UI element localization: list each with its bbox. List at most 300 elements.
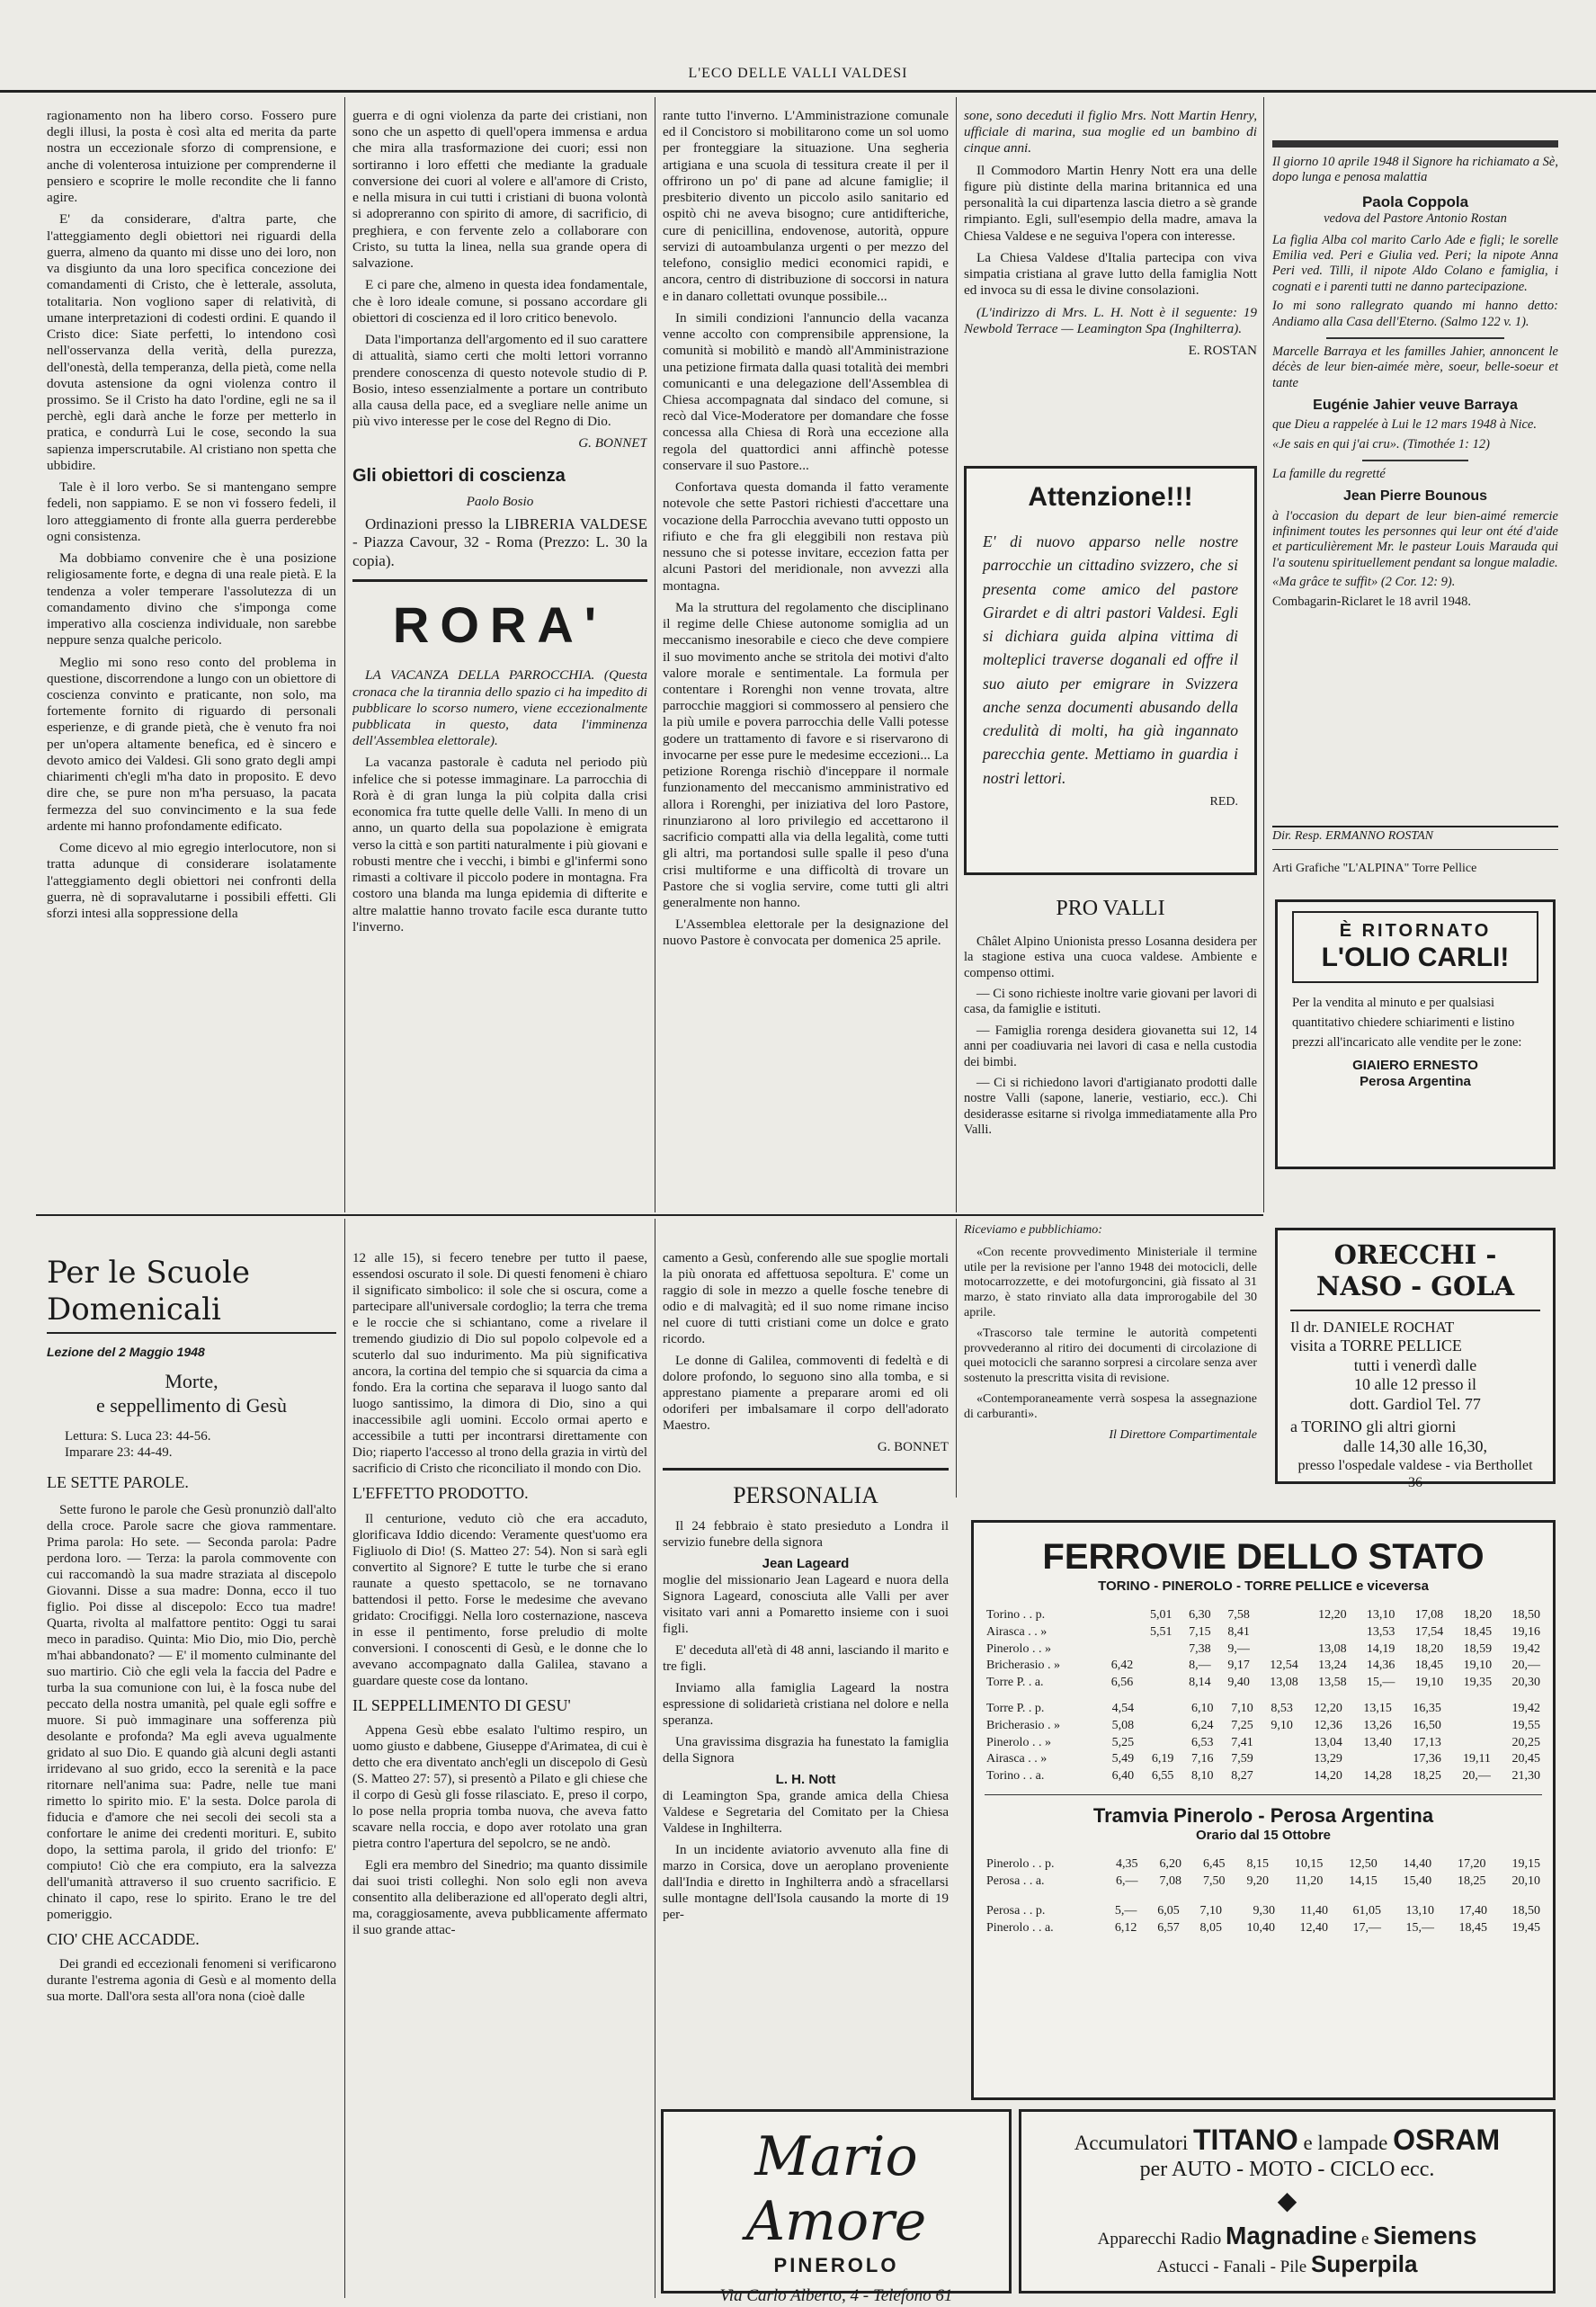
orl-ad bbox=[1275, 1228, 1556, 1490]
ferrovie-title: FERROVIE DELLO STATO bbox=[1042, 1537, 1485, 1577]
departure-time: 21,30 bbox=[1511, 1769, 1540, 1784]
departure-time: 5,01 bbox=[1149, 1608, 1172, 1622]
departure-time: 17,08 bbox=[1414, 1608, 1444, 1622]
departure-time: 20,45 bbox=[1511, 1752, 1540, 1766]
departure-time: 16,35 bbox=[1413, 1701, 1441, 1715]
necro-sub: vedova del Pastore Antonio Rostan bbox=[1324, 211, 1507, 227]
attenzione-sign: RED. bbox=[1209, 794, 1238, 809]
attenzione-title: Attenzione!!! bbox=[1028, 482, 1193, 512]
signature: G. BONNET bbox=[877, 1440, 949, 1454]
timetable-3 bbox=[985, 1856, 1542, 1891]
personalia-name: L. H. Nott bbox=[775, 1772, 836, 1788]
printer: Arti Grafiche "L'ALPINA" Torre Pellice bbox=[1272, 862, 1477, 875]
departure-time: 8,10 bbox=[1191, 1769, 1214, 1784]
station-name: Pinerolo . . a. bbox=[986, 1920, 1054, 1935]
article-col1 bbox=[47, 108, 336, 1210]
paragraph: «Trascorso tale termine le autorità competenti provvederanno al ritiro dei documenti di circolazione di quei motocicli che saranno sorpresi a circolare senza aver sostenuto la prescritta visita di revisione. bbox=[964, 1326, 1257, 1386]
departure-time: 5,08 bbox=[1111, 1718, 1135, 1732]
paragraph: «Contemporaneamente verrà sospesa la assegnazione di carburanti». bbox=[964, 1391, 1257, 1421]
paragraph: Il Commodoro Martin Henry Nott era una delle figure più distinte della marina britannica ed una personalità la cui dipartenza lascia dietro a sè grande rimpianto. Egli, sull'esempio della madre, amava la Chiesa Valdese e ne seguiva l'opera con interesse. bbox=[964, 162, 1257, 244]
titano-ad bbox=[1019, 2109, 1556, 2294]
reading: Lettura: S. Luca 23: 44-56. bbox=[65, 1429, 211, 1444]
departure-time: 19,11 bbox=[1462, 1752, 1491, 1766]
rora-title: RORA' bbox=[392, 596, 608, 654]
departure-time bbox=[1252, 1641, 1300, 1659]
departure-time: 8,41 bbox=[1227, 1624, 1250, 1639]
departure-time: 12,40 bbox=[1299, 1920, 1328, 1935]
timetable-4 bbox=[985, 1903, 1542, 1937]
departure-time bbox=[1443, 1718, 1493, 1735]
necro-text: La famille du regretté bbox=[1272, 467, 1386, 482]
departure-time: 20,25 bbox=[1511, 1735, 1540, 1749]
departure-time: 6,05 bbox=[1157, 1903, 1180, 1918]
riceviamo bbox=[964, 1223, 1257, 1493]
timetable-row bbox=[985, 1658, 1542, 1675]
departure-time: 6,53 bbox=[1191, 1735, 1214, 1749]
departure-time: 17,54 bbox=[1414, 1624, 1444, 1639]
paragraph: Le donne di Galilea, commoventi di fedeltà e di dolore profondo, lo seguono sino alla tomba, e si apprestano piamente a preparare aromi ed oli odoriferi per imbalsamare il corpo dell'adorato Maestro. bbox=[663, 1354, 949, 1433]
provalli-title: PRO VALLI bbox=[1056, 897, 1165, 920]
paragraph: Dei grandi ed eccezionali fenomeni si verificarono durante l'estrema agonia di Gesù e al momento della sua morte. Dall'ora sesta all'ora nona (cioè dalle bbox=[47, 1957, 336, 2005]
departure-time: 5,25 bbox=[1111, 1735, 1135, 1749]
departure-time: 7,58 bbox=[1227, 1608, 1250, 1622]
departure-time: 19,16 bbox=[1511, 1624, 1540, 1639]
signature: Il Direttore Compartimentale bbox=[1109, 1427, 1257, 1442]
departure-time bbox=[1344, 1751, 1394, 1768]
departure-time: 13,26 bbox=[1363, 1718, 1392, 1732]
station-name: Perosa . . p. bbox=[986, 1903, 1046, 1918]
departure-time: 10,40 bbox=[1246, 1920, 1276, 1935]
magnadine-brand: Magnadine bbox=[1226, 2221, 1358, 2249]
departure-time: 6,40 bbox=[1111, 1769, 1135, 1784]
departure-time: 7,41 bbox=[1231, 1735, 1253, 1749]
lesson-title: e seppellimento di Gesù bbox=[95, 1393, 287, 1417]
departure-time: 12,54 bbox=[1270, 1659, 1298, 1673]
departure-time: 13,10 bbox=[1366, 1608, 1395, 1622]
departure-time: 15,— bbox=[1405, 1920, 1434, 1935]
titano-text: e bbox=[1361, 2229, 1369, 2249]
departure-time: 13,08 bbox=[1270, 1676, 1298, 1690]
personalia-name: Jean Lageard bbox=[762, 1556, 850, 1572]
necro-text: La figlia Alba col marito Carlo Ade e figli; le sorelle Emilia ved. Peri e Giulia ved. Peri; la nipote Anna Peri ved. Tilli, il nipote Aldo Colano e famiglia, i cognati e i parenti tutti ne danno partecipazione. bbox=[1272, 232, 1558, 294]
book-title: Gli obiettori di coscienza bbox=[352, 465, 566, 486]
departure-time: 13,53 bbox=[1366, 1624, 1395, 1639]
paragraph: In un incidente aviatorio avvenuto alla fine di marzo in Corsica, dove un aeroplano proveniente dall'India e diretto in Inghilterra andò a sfracellarsi sulle montagne dell'Isola causando la morte di 19 per- bbox=[663, 1843, 949, 1923]
orl-line: presso l'ospedale valdese - via Berthollet 36 bbox=[1297, 1457, 1533, 1490]
ferrovie-timetable bbox=[971, 1520, 1556, 2100]
ferrovie-sub: TORINO - PINEROLO - TORRE PELLICE e viceversa bbox=[1098, 1578, 1429, 1594]
departure-time: 18,50 bbox=[1511, 1903, 1540, 1918]
timetable-row bbox=[985, 1903, 1542, 1920]
paragraph: Confortava questa domanda il fatto veramente notevole che sette Pastori richiesti d'accettare una vocazione della Parrocchia avevano tutti opposto un rifiuto e che fra gli eleggibili non restava più nessuno che si potesse invitare, eccezion fatta per alcuni Pastori del meridionale, non avvezzi alla montagna. bbox=[663, 479, 949, 594]
paragraph: Come dicevo al mio egregio interlocutore, non si tratta adunque di considerare isolatamente l'atteggiamento degli obiettori nei confronti della guerra, nè di sopravalutarne i possibili effetti. Gli sforzi intesi alla soppressione della bbox=[47, 840, 336, 922]
departure-time: 19,55 bbox=[1511, 1718, 1540, 1732]
departure-time: 9,10 bbox=[1271, 1718, 1293, 1732]
tram-title: Tramvia Pinerolo - Perosa Argentina bbox=[1092, 1803, 1434, 1827]
departure-time: 17,13 bbox=[1413, 1735, 1441, 1749]
paragraph: camento a Gesù, conferendo alle sue spoglie mortali la più onorata ed affettuosa sepoltura. E' come un raggio di sole in mezzo a quelle fosche tenebre di odio e di malvagità; ed il suo nome rimane inciso nel cuore di tutti cristiani come un dolce e grato ricordo. bbox=[663, 1251, 949, 1346]
departure-time bbox=[1096, 1624, 1135, 1641]
timetable-row bbox=[985, 1701, 1542, 1718]
attenzione-body: E' di nuovo apparso nelle nostre parrocchie un cittadino svizzero, che si presenta come amico del pastore Girardet e di altri pastori Valdesi. Egli si dichiara guida alpina vittima di molteplici traverse doganali ed offre il suo aiuto per emigrare in Svizzera anche senza documenti abusando della credulità di molti, ha già ingannato parecchia gente. Mettiamo in guardia i nostri lettori. bbox=[983, 532, 1238, 787]
departure-time: 17,36 bbox=[1413, 1752, 1441, 1766]
departure-time: 6,55 bbox=[1151, 1769, 1174, 1784]
timetable-row bbox=[985, 1641, 1542, 1659]
lesson-title: Morte, bbox=[165, 1370, 218, 1393]
departure-time bbox=[1135, 1658, 1173, 1675]
amore-ad bbox=[661, 2109, 1012, 2306]
departure-time: 8,— bbox=[1189, 1659, 1211, 1673]
carli-body: Per la vendita al minuto e per qualsiasi quantitativo chiedere schiarimenti e listino prezzi all'incaricato alle vendite per le zone: bbox=[1292, 996, 1522, 1050]
departure-time bbox=[1252, 1624, 1300, 1641]
departure-time: 20,— bbox=[1462, 1769, 1491, 1784]
orl-line: Il dr. DANIELE ROCHAT bbox=[1290, 1318, 1455, 1336]
departure-time bbox=[1136, 1735, 1175, 1752]
scuole-col2 bbox=[352, 1250, 647, 2303]
paragraph: «Con recente provvedimento Ministeriale il termine utile per la revisione per l'anno 1948 dei motocicli, delle motocarrozzette, e dei motofurgoncini, già fissato al 31 marzo, è stato rinviato alla data improrogabile del 30 aprile. bbox=[964, 1245, 1257, 1319]
departure-time bbox=[1255, 1751, 1295, 1768]
carli-ad bbox=[1275, 899, 1556, 1169]
osram-brand: OSRAM bbox=[1393, 2124, 1501, 2156]
paragraph: Appena Gesù ebbe esalato l'ultimo respiro, un uomo giusto e dabbene, Giuseppe d'Arimatea, di cui è detto che era diventato anch'egli un discepolo di Gesù (S. Matteo 27: 57), si presentò a Pilato e gli chiese che il corpo di Gesù gli fosse rilasciato. E, preso il corpo, lo pose nella propria tomba nuova, che aveva fatto scavare nella roccia, e dopo aver rotolato una gran pietra contro l'apertura del sepolcro, se ne andò. bbox=[352, 1723, 647, 1852]
departure-time: 15,40 bbox=[1403, 1874, 1432, 1889]
departure-time: 13,04 bbox=[1314, 1735, 1342, 1749]
station-name: Pinerolo . . » bbox=[986, 1641, 1051, 1656]
paragraph: E ci pare che, almeno in questa idea fondamentale, che è loro ideale comune, si possano accordare gli obiettori di coscienza ed il loro critico benevolo. bbox=[352, 277, 647, 326]
riceviamo-head: Riceviamo e pubblichiamo: bbox=[964, 1223, 1102, 1237]
departure-time: 19,45 bbox=[1511, 1920, 1540, 1935]
necro-name: Jean Pierre Bounous bbox=[1342, 488, 1488, 505]
orl-line: dalle 14,30 alle 16,30, bbox=[1343, 1436, 1487, 1455]
departure-time: 19,10 bbox=[1414, 1676, 1444, 1690]
necrology bbox=[1272, 135, 1558, 814]
departure-time: 14,28 bbox=[1363, 1769, 1392, 1784]
paragraph: Châlet Alpino Unionista presso Losanna desidera per la stagione estiva una cuoca valdese. Ambiente e compenso ottimi. bbox=[964, 934, 1257, 980]
timetable-row bbox=[985, 1675, 1542, 1692]
departure-time: 12,50 bbox=[1349, 1857, 1378, 1872]
departure-time: 6,56 bbox=[1110, 1676, 1134, 1690]
rora-intro: LA VACANZA DELLA PARROCCHIA. (Questa cronaca che la tirannia dello spazio ci ha impedito di pubblicare lo scorso numero, viene eccezionalmente pubblicata in questo, data l'imminenza dell'Assemblea elettorale). bbox=[352, 667, 647, 749]
departure-time bbox=[1135, 1641, 1173, 1659]
paragraph: Meglio mi sono reso conto del problema in questione, discorrendone a lungo con un obiettore di coscienza convinto e praticante, non solo, ma fortemente fornito di riguardo di personali esperienze, e di grande pietà, che è venuto fra noi per un'opera altamente benefica, ed è sincero e devoto amico dei Valdesi. Gli sono grato degli ampi chiarimenti ch'egli m'ha dato in proposito. E devo dire che, se pure non m'ha persuaso, la pacata fermezza del suo convincimento e la sua fede ardente mi hanno profondamente edificato. bbox=[47, 654, 336, 834]
departure-time bbox=[1443, 1735, 1493, 1752]
paragraph: rante tutto l'inverno. L'Amministrazione comunale ed il Concistoro si mobilitarono come un sol uomo per fronteggiare la situazione. Una segheria artigiana e una scuola di tessitura create il per il offrirono un po' di pane ad alcune famiglie; il presbiterio divento un piccolo asilo sanitario ed ospitò chi ne aveva bisogno; cure antidifteriche, cure di penicillina, endovenose, autorità, oppure servizi di autoambulanza urgenti o per mezzo del telefono, consiglio medici economici rapidi, e ancora, centro di distribuzione di soccorsi in natura e in danaro collettati ovunque possibile... bbox=[663, 108, 949, 304]
siemens-brand: Siemens bbox=[1373, 2221, 1477, 2249]
orl-line: a TORINO gli altri giorni bbox=[1290, 1417, 1457, 1436]
departure-time: 20,— bbox=[1511, 1659, 1540, 1673]
personalia-title: PERSONALIA bbox=[733, 1482, 878, 1508]
departure-time: 12,20 bbox=[1314, 1701, 1342, 1715]
paragraph: Il centurione, veduto ciò che era accaduto, glorificava Iddio dicendo: Veramente quest'uomo era Figliuolo di Dio! (S. Matteo 27: 54). Non si sarà egli convertito al Signore? E tutte le turbe che si erano raunate a questo spettacolo, se ne tornavano battendosi il petto. Forse le medesime che avevano gridato: Crocifiggi. Nella loro costernazione, nasceva in esse il pentimento, forse preludio di molte conversioni. I conoscenti di Gesù, e le donne che lo avevano accompagnato dalla Galilea, stavano a guardare queste cose da lontano. bbox=[352, 1511, 647, 1688]
departure-time bbox=[1255, 1768, 1295, 1785]
paragraph: sone, sono deceduti il figlio Mrs. Nott Martin Henry, ufficiale di marina, sua moglie ed un bambino di cinque anni. bbox=[964, 108, 1257, 156]
orl-line: visita a TORRE PELLICE bbox=[1290, 1336, 1462, 1355]
departure-time: 13,08 bbox=[1318, 1641, 1347, 1656]
paragraph: Ma dobbiamo convenire che è una posizione religiosamente forte, e degna di una reale pietà. E la tendenza a voler temperare l'assolutezza di un comandamento divino che s'imponga come imperativo alla coscienza individuale, non sarebbe neppure senza qualche pericolo. bbox=[47, 550, 336, 648]
departure-time: 15,— bbox=[1366, 1676, 1395, 1690]
paragraph: Il 24 febbraio è stato presieduto a Londra il servizio funebre della signora bbox=[663, 1519, 949, 1551]
departure-time: 8,53 bbox=[1271, 1701, 1293, 1715]
departure-time bbox=[1096, 1641, 1135, 1659]
tram-sub: Orario dal 15 Ottobre bbox=[1195, 1828, 1332, 1844]
necro-name: Paola Coppola bbox=[1361, 192, 1469, 210]
titano-text: Astucci - Fanali - Pile bbox=[1156, 2258, 1307, 2277]
departure-time: 12,36 bbox=[1314, 1718, 1342, 1732]
subhead: IL SEPPELLIMENTO DI GESU' bbox=[352, 1695, 571, 1714]
station-name: Pinerolo . . » bbox=[986, 1735, 1051, 1749]
departure-time: 6,20 bbox=[1159, 1857, 1181, 1872]
station-name: Bricherasio . » bbox=[986, 1659, 1061, 1673]
paragraph: — Famiglia rorenga desidera giovanetta sui 12, 14 anni per coadiuvaria nei lavori di casa e nella custodia dei bimbi. bbox=[964, 1023, 1257, 1069]
director: Dir. Resp. ERMANNO ROSTAN bbox=[1272, 826, 1558, 850]
departure-time: 8,15 bbox=[1246, 1857, 1269, 1872]
departure-time: 5,51 bbox=[1149, 1624, 1172, 1639]
departure-time: 14,19 bbox=[1366, 1641, 1395, 1656]
paragraph: — Ci sono richieste inoltre varie giovani per lavori di casa, da famiglie e istituti. bbox=[964, 986, 1257, 1017]
departure-time: 7,38 bbox=[1189, 1641, 1211, 1656]
necro-text: à l'occasion du depart de leur bien-aimé remercie infiniment toutes les personnes qui leur ont été d'aide et particulièrement Mr. le pasteur Louis Marauda qui l'a soutenu spirituellement pendant sa longue maladie. bbox=[1272, 508, 1558, 570]
departure-time: 13,15 bbox=[1363, 1701, 1392, 1715]
paragraph: In simili condizioni l'annuncio della vacanza venne accolto con comprensibile apprensione, la comunità si mobilitò e mandò all'Amministrazione una petizione firmata dalla quasi totalità dei membri comunicanti e una delegazione dell'Assemblea di Chiesa accompagnata dal sindaco del comune, si recò dal Vice-Moderatore per domandare che fosse concessa alla Chiesa di Rorà una eccezione alla regola del quattordici anni affinchè potesse conservare il suo Pastore... bbox=[663, 309, 949, 473]
departure-time: 14,40 bbox=[1403, 1857, 1432, 1872]
departure-time bbox=[1136, 1701, 1175, 1718]
station-name: Perosa . . a. bbox=[986, 1874, 1045, 1889]
departure-time: 11,20 bbox=[1295, 1874, 1324, 1889]
station-name: Airasca . . » bbox=[986, 1752, 1048, 1766]
paragraph: Sette furono le parole che Gesù pronunziò dall'alto della croce. Parole sacre che giova rammentare. Prima parola: Ho sete. — Seconda parola: Padre perdona loro. — Terza: la parola commovente con cui raccomandò la sua madre straziata al discepolo Giovanni. Disse a sua madre: Donna, ecco il tuo figlio. Poi disse al discepolo: Ecco tua madre! Quarta, rivolta al malfattore pentito: Oggi tu sarai meco in paradiso. Quinta: Mio Dio, mio Dio, perchè m'hai abbandonato? — E' il momento culminante del suo martirio. Ciò che egli vela la faccia del Padre e turba la sua comunione con lui, è la fosca nube del peccato della nostra umanità, pel quale egli soffre e muore. Si può immaginare una sofferenza più desolante e profonda? Ma egli aveva ugualmente gridato al suo Dio. E quando già alcuni degli astanti irridevano al suo grido, ecco la serenità e la pace ritornare nell'anima sua: Padre, nelle tue mani rimetto lo spirito mio. E' la sesta. Dolce parola di fiducia e d'amore che nei secoli dei secoli sta a confortare le anime dei credenti morituri. E, subito dopo, la settima parola, il grido del trionfo: E' compiuto! Ciò che era compiuto, era la salvezza dell'umanità attraverso il suo cruento sacrificio. E chinato il capo, rese lo spirito. Erano le tre del pomeriggio. bbox=[47, 1502, 336, 1922]
paragraph: Egli era membro del Sinedrio; ma quanto dissimile dai suoi tristi colleghi. Non solo egli non aveva consentito alla deliberazione ed all'operato degli altri, ma, coraggiosamente, aveva pubblicamente affermato il suo grande attac- bbox=[352, 1858, 647, 1938]
departure-time bbox=[1136, 1718, 1175, 1735]
departure-time: 18,50 bbox=[1511, 1608, 1540, 1622]
timetable-row bbox=[985, 1920, 1542, 1937]
diamond-icon: ◆ bbox=[1277, 2187, 1297, 2216]
paragraph: (L'indirizzo di Mrs. L. H. Nott è il seguente: 19 Newbold Terrace — Leamington Spa (Inghilterra). bbox=[964, 304, 1257, 336]
amore-name: Mario Amore bbox=[745, 2125, 927, 2253]
departure-time: 6,30 bbox=[1189, 1608, 1211, 1622]
orl-line: 10 alle 12 presso il bbox=[1354, 1375, 1476, 1394]
paragraph: E' da considerare, d'altra parte, che l'atteggiamento degli obiettori nei riguardi della guerra, almeno da quanto mi disse uno dei loro, non va disgiunto da una loro specifica concezione dei comandamenti di Cristo, che è letterale, assoluta, totalitaria. Non vogliono saper di relatività, di umane interpretazioni di codesti ordini. E quando il Cristo dice: Siate perfetti, lo intendono così nell'osservanza della verità, della purezza, dell'onestà, della temperanza, della pietà, come nella dovuta astensione da ogni violenza contro il prossimo. Se il Cristo ha dato l'ordine, egli ne sa il perchè, egli darà anche le forze per metterlo in pratica, e condurrà Lui le cose, secondo la sua sapienza imperscrutabile. Al cristiano non spetta che ubbidire. bbox=[47, 211, 336, 473]
paragraph: E' deceduta all'età di 48 anni, lasciando il marito e tre figli. bbox=[663, 1643, 949, 1675]
titano-text: Apparecchi Radio bbox=[1097, 2229, 1222, 2249]
departure-time: 9,17 bbox=[1227, 1659, 1250, 1673]
departure-time: 13,58 bbox=[1318, 1676, 1347, 1690]
lezione: Lezione del 2 Maggio 1948 bbox=[47, 1344, 205, 1359]
necro-text: Marcelle Barraya et les familles Jahier, annoncent le décès de leur bien-aimée mère, soeur, belle-soeur et tante bbox=[1272, 344, 1558, 390]
paragraph: di Leamington Spa, grande amica della Chiesa Valdese e Segretaria del Comitato per la Chiesa Valdese in Inghilterra. bbox=[663, 1789, 949, 1837]
paragraph: 12 alle 15), si fecero tenebre per tutto il paese, essendosi oscurato il sole. Di questi fenomeni è chiaro il significato simbolico: il sole che si oscura, come a partecipare all'universale cordoglio; la terra che trema e le roccie che si schiantano, come a rivelare il tremendo giudizio di Dio sul popolo colpevole ed a scuterlo dal suo indurimento. Ma più significativa ancora, la cortina del tempio che si squarcia da cima a fondo. Era la cortina che separava il luogo santo dal luogo santissimo, la dimora di Dio, sino a qui inaccessibile agli uomini. Eccolo ormai aperto e accessibile a tutti per incontrarsi direttamente con Dio; riaperto l'accesso al trono della grazia in virtù del sacrificio di Cristo che riconciliato il mondo con Dio. bbox=[352, 1251, 647, 1476]
departure-time: 17,— bbox=[1352, 1920, 1381, 1935]
departure-time: 7,15 bbox=[1189, 1624, 1211, 1639]
departure-time: 13,10 bbox=[1405, 1903, 1434, 1918]
departure-time: 12,20 bbox=[1318, 1608, 1347, 1622]
departure-time: 9,40 bbox=[1227, 1676, 1250, 1690]
timetable-row bbox=[985, 1751, 1542, 1768]
signature: E. ROSTAN bbox=[1188, 343, 1257, 359]
departure-time: 20,10 bbox=[1511, 1874, 1540, 1889]
paragraph: Data l'importanza dell'argomento ed il suo carattere di attualità, siamo certi che molti lettori vorranno prendere conoscenza di questo notevole studio di P. Bosio, inteso essenzialmente a portare un contributo alla causa della pace, ed a svegliare nelle anime un più vivo interesse per le cose del Regno di Dio. bbox=[352, 332, 647, 430]
paragraph: Tale è il loro verbo. Se si mantengano sempre fedeli, non sappiamo. E se non vi fossero fedeli, il loro atteggiamento di fronte alla guerra perderebbe ogni consistenza. bbox=[47, 479, 336, 544]
departure-time: 8,05 bbox=[1199, 1920, 1223, 1935]
departure-time: 14,15 bbox=[1349, 1874, 1378, 1889]
departure-time bbox=[1300, 1624, 1349, 1641]
titano-text: per AUTO - MOTO - CICLO ecc. bbox=[1139, 2158, 1435, 2182]
book-order: Ordinazioni presso la LIBRERIA VALDESE - Piazza Cavour, 32 - Roma (Prezzo: L. 30 la copia). bbox=[352, 514, 647, 569]
departure-time bbox=[1252, 1607, 1300, 1624]
departure-time: 14,36 bbox=[1366, 1659, 1395, 1673]
departure-time: 9,20 bbox=[1246, 1874, 1269, 1889]
timetable-row bbox=[985, 1607, 1542, 1624]
departure-time bbox=[1443, 1701, 1493, 1718]
paragraph: Inviamo alla famiglia Lageard la nostra espressione di solidarietà cristiana nel dolore e nella speranza. bbox=[663, 1681, 949, 1729]
departure-time: 8,27 bbox=[1231, 1769, 1253, 1784]
departure-time: 7,16 bbox=[1191, 1752, 1214, 1766]
departure-time: 4,35 bbox=[1115, 1857, 1138, 1872]
amore-city: PINEROLO bbox=[773, 2254, 899, 2276]
departure-time: 13,24 bbox=[1318, 1659, 1347, 1673]
paragraph: ragionamento non ha libero corso. Fossero pure degli illusi, la posta è così alta ed merita da parte nostra un eccezionale sforzo di comprensione, e anche di volenterosa intuizione per comprenderne il pensiero e scoprire le molle recondite che li fanno agire. bbox=[47, 108, 336, 206]
station-name: Bricherasio . » bbox=[986, 1718, 1061, 1732]
paragraph: — Ci si richiedono lavori d'artigianato prodotti dalle nostre Valli (sapone, lanerie, vestiario, ecc.). Chi desiderasse esitarne si rivolga immediatamente alla Pro Valli. bbox=[964, 1075, 1257, 1138]
departure-time: 19,42 bbox=[1511, 1701, 1540, 1715]
departure-time: 17,40 bbox=[1458, 1903, 1487, 1918]
necro-text: «Ma grâce te suffit» (2 Cor. 12: 9). bbox=[1272, 575, 1456, 590]
subhead: L'EFFETTO PRODOTTO. bbox=[352, 1484, 529, 1502]
departure-time: 19,15 bbox=[1511, 1857, 1540, 1872]
departure-time: 18,20 bbox=[1414, 1641, 1444, 1656]
station-name: Torre P. . p. bbox=[986, 1701, 1045, 1715]
departure-time: 7,25 bbox=[1231, 1718, 1253, 1732]
necro-text: Il giorno 10 aprile 1948 il Signore ha richiamato a Sè, dopo lunga e penosa malattia bbox=[1272, 155, 1558, 185]
departure-time bbox=[1255, 1735, 1295, 1752]
departure-time: 18,25 bbox=[1413, 1769, 1441, 1784]
departure-time: 9,30 bbox=[1253, 1903, 1276, 1918]
station-name: Airasca . . » bbox=[986, 1624, 1048, 1639]
departure-time: 19,42 bbox=[1511, 1641, 1540, 1656]
departure-time: 7,10 bbox=[1199, 1903, 1223, 1918]
carli-title2: L'OLIO CARLI! bbox=[1321, 943, 1510, 972]
timetable-row bbox=[985, 1624, 1542, 1641]
departure-time: 13,29 bbox=[1314, 1752, 1342, 1766]
attenzione-box bbox=[964, 466, 1257, 875]
timetable-row bbox=[985, 1856, 1542, 1873]
departure-time: 18,25 bbox=[1458, 1874, 1486, 1889]
orl-line: dott. Gardiol Tel. 77 bbox=[1350, 1394, 1481, 1413]
station-name: Torino . . p. bbox=[986, 1608, 1046, 1622]
station-name: Pinerolo . . p. bbox=[986, 1857, 1055, 1872]
timetable-row bbox=[985, 1735, 1542, 1752]
masthead: L'ECO DELLE VALLI VALDESI bbox=[0, 65, 1596, 93]
departure-time: 19,10 bbox=[1463, 1659, 1493, 1673]
departure-time: 18,20 bbox=[1463, 1608, 1493, 1622]
paragraph: La Chiesa Valdese d'Italia partecipa con viva simpatia cristiana al grave lutto della famiglia Nott ed invoca su di essa le divine consolazioni. bbox=[964, 249, 1257, 299]
departure-time: 7,50 bbox=[1202, 1874, 1226, 1889]
departure-time: 5,— bbox=[1114, 1903, 1137, 1918]
departure-time: 7,10 bbox=[1231, 1701, 1253, 1715]
departure-time: 17,20 bbox=[1458, 1857, 1486, 1872]
article-col2 bbox=[352, 108, 647, 1210]
departure-time: 18,45 bbox=[1414, 1659, 1444, 1673]
titano-text: Accumulatori bbox=[1074, 2132, 1189, 2154]
necro-text: «Je sais en qui j'ai cru». (Timothée 1: 12) bbox=[1272, 436, 1490, 452]
superpila-brand: Superpila bbox=[1311, 2250, 1418, 2278]
titano-brand: TITANO bbox=[1193, 2124, 1298, 2156]
paragraph: L'Assemblea elettorale per la designazione del nuovo Pastore è convocata per domenica 25 aprile. bbox=[663, 917, 949, 949]
departure-time: 18,45 bbox=[1458, 1920, 1487, 1935]
paragraph: Una gravissima disgrazia ha funestato la famiglia della Signora bbox=[663, 1735, 949, 1766]
departure-time: 6,10 bbox=[1191, 1701, 1214, 1715]
necro-text: que Dieu a rappelée à Lui le 12 mars 1948 à Nice. bbox=[1272, 417, 1537, 433]
departure-time: 6,24 bbox=[1191, 1718, 1214, 1732]
departure-time: 18,45 bbox=[1463, 1624, 1493, 1639]
departure-time bbox=[1135, 1675, 1173, 1692]
departure-time: 8,14 bbox=[1189, 1676, 1211, 1690]
departure-time: 7,08 bbox=[1159, 1874, 1181, 1889]
departure-time: 11,40 bbox=[1300, 1903, 1328, 1918]
timetable-row bbox=[985, 1768, 1542, 1785]
departure-time: 6,— bbox=[1115, 1874, 1138, 1889]
departure-time: 5,49 bbox=[1111, 1752, 1135, 1766]
departure-time: 6,19 bbox=[1151, 1752, 1174, 1766]
carli-place: Perosa Argentina bbox=[1360, 1074, 1471, 1090]
article-col3 bbox=[663, 108, 949, 1210]
departure-time: 13,40 bbox=[1363, 1735, 1392, 1749]
departure-time: 20,30 bbox=[1511, 1676, 1540, 1690]
timetable-2 bbox=[985, 1701, 1542, 1785]
departure-time: 4,54 bbox=[1111, 1701, 1135, 1715]
orl-line: tutti i venerdì dalle bbox=[1353, 1355, 1477, 1374]
departure-time: 61,05 bbox=[1352, 1903, 1381, 1918]
paragraph: guerra e di ogni violenza da parte dei cristiani, non sono che un aspetto di quell'opera immensa e ardua che mira alla trasformazione dei cuori; essi non sortiranno i loro effetti che mediante la graduale conversione dei cuori al volere e all'amore di Cristo, e nella misura in cui tutti i cristiani di buona volontà si adopreranno con spirito di amore, di sacrificio, di preghiera, e con fervente zelo a collaborare con Cristo, su tutta la linea, nella sua grande opera di salvazione. bbox=[352, 108, 647, 272]
timetable-row bbox=[985, 1873, 1542, 1891]
departure-time: 7,59 bbox=[1231, 1752, 1253, 1766]
orl-title: ORECCHI - NASO - GOLA bbox=[1290, 1239, 1540, 1311]
provalli bbox=[964, 890, 1257, 1201]
departure-time: 16,50 bbox=[1413, 1718, 1441, 1732]
signature: G. BONNET bbox=[578, 435, 647, 452]
departure-time bbox=[1096, 1607, 1135, 1624]
timetable-row bbox=[985, 1718, 1542, 1735]
subhead: CIO' CHE ACCADDE. bbox=[47, 1929, 200, 1948]
necro-text: Combagarin-Riclaret le 18 avril 1948. bbox=[1272, 594, 1472, 609]
titano-text: e lampade bbox=[1303, 2132, 1388, 2154]
departure-time: 9,— bbox=[1227, 1641, 1250, 1656]
departure-time: 18,59 bbox=[1463, 1641, 1493, 1656]
departure-time: 19,35 bbox=[1463, 1676, 1493, 1690]
article-col4 bbox=[964, 108, 1257, 463]
carli-title1: È RITORNATO bbox=[1339, 921, 1492, 941]
necro-name: Eugénie Jahier veuve Barraya bbox=[1313, 398, 1518, 414]
carli-agent: GIAIERO ERNESTO bbox=[1352, 1058, 1478, 1074]
necro-text: Io mi sono rallegrato quando mi hanno detto: Andiamo alla Casa dell'Eterno. (Salmo 122 v. 1). bbox=[1272, 299, 1558, 329]
scuole-col1 bbox=[47, 1255, 336, 2303]
departure-time: 6,45 bbox=[1202, 1857, 1226, 1872]
departure-time: 6,57 bbox=[1157, 1920, 1180, 1935]
station-name: Torino . . a. bbox=[986, 1769, 1045, 1784]
departure-time: 10,15 bbox=[1294, 1857, 1324, 1872]
rora-body: La vacanza pastorale è caduta nel periodo più infelice che si potesse immaginare. La parrocchia di Rorà è di gran lunga la più colpita dalla crisi economica fra tutte quelle delle Valli. In meno di un anno, un quarto della sua popolazione è emigrata verso la città e son partiti naturalmente i più giovani e robusti mentre che i vecchi, i bimbi e gl'infermi sono rimasti a coltivare il piccolo podere in montagna. Fra costoro una blanda ma lunga epidemia di difterite e altre malattie hanno trovato facile esca durante tutto l'inverno. bbox=[352, 755, 647, 934]
paragraph: moglie del missionario Jean Lageard e nuora della Signora Lageard, conosciuta alle Valli per aver visitato vari anni a Pomaretto insieme con i suoi figli. bbox=[663, 1573, 949, 1637]
subhead: LE SETTE PAROLE. bbox=[47, 1473, 189, 1492]
station-name: Torre P. . a. bbox=[986, 1676, 1044, 1690]
departure-time: 6,42 bbox=[1110, 1659, 1134, 1673]
book-author: Paolo Bosio bbox=[466, 493, 534, 509]
paragraph: Ma la struttura del regolamento che disciplinano il regime delle Chiese autonome somiglia ad un meccanismo inesorabile e cieco che deve compiere il suo movimento anche se stritola dei motivi d'alto valore morale e sentimentale. La formula per contentare i Rorenghi non venne trovata, altre parrocchie maggiori si commossero al pensiero che la più umile e povera parrocchia delle Valli potesse godere un trattamento di favore e si riservarono di invocarne per esse pure le medesime eccezioni... La petizione Rorenga rischiò d'inceppare il normale funzionamento del meccanismo amministrativo ed allora i Rorenghi, per iniziativa del loro Pastore, rinunziarono al loro privilegio ed accettarono il sacrificio compatti alla via della legalità, come tutti gli altri, ma portandosi sulle spalle il peso d'una crisi multiforme e una difficoltà di trovare un Pastore che si voglia servire, come tutti gli altri generalmente non hanno. bbox=[663, 599, 949, 911]
timetable-1 bbox=[985, 1607, 1542, 1692]
reading: Imparare 23: 44-49. bbox=[65, 1445, 173, 1461]
departure-time: 14,20 bbox=[1314, 1769, 1342, 1784]
amore-addr: Via Carlo Alberto, 4 - Telefono 61 bbox=[719, 2286, 953, 2306]
departure-time: 6,12 bbox=[1114, 1920, 1137, 1935]
